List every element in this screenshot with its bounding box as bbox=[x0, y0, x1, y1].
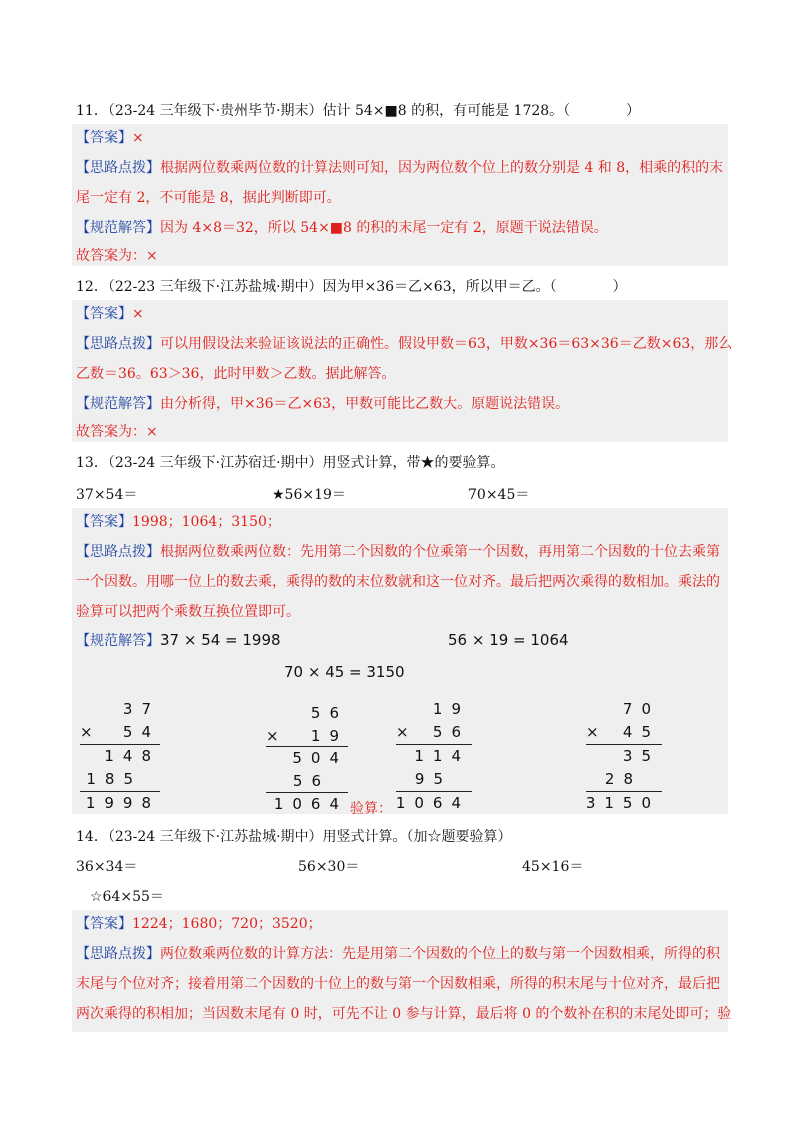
partial-product-1: 114 bbox=[414, 747, 470, 765]
hint-line-11 bbox=[76, 158, 723, 178]
equation-2: 56 × 19 = 1064 bbox=[448, 631, 569, 649]
hint-text: 可以用假设法来验证该说法的正确性。假设甲数＝63，甲数×36＝63×36＝乙数×63，那么 bbox=[160, 336, 733, 352]
partial-product-2: 185 bbox=[86, 770, 142, 788]
calc-rule bbox=[396, 744, 472, 745]
final-answer-12: 故答案为：× bbox=[76, 424, 158, 440]
final-answer-11: 故答案为：× bbox=[76, 248, 158, 264]
check-label: 验算： bbox=[350, 801, 392, 817]
solution-text: 因为 4×8＝32，所以 54×■8 的积的末尾一定有 2，原题干说法错误。 bbox=[160, 220, 608, 236]
product: 3150 bbox=[585, 794, 660, 812]
hint-line-12 bbox=[76, 334, 732, 354]
partial-product-1: 504 bbox=[292, 749, 348, 767]
calc-rule bbox=[396, 791, 472, 792]
calc-rule bbox=[266, 746, 348, 747]
answer-tag: 【答案】 bbox=[76, 514, 132, 530]
partial-product-2: 95 bbox=[414, 770, 452, 788]
solution-tag: 【规范解答】 bbox=[76, 396, 160, 412]
calc-rule bbox=[80, 744, 160, 745]
answer-tag: 【答案】 bbox=[76, 130, 132, 146]
hint-text: 乙数＝36。63＞36，此时甲数＞乙数。据此解答。 bbox=[76, 366, 396, 382]
solution-text: 由分析得，甲×36＝乙×63，甲数可能比乙数大。原题说法错误。 bbox=[160, 396, 570, 412]
solution-line-13 bbox=[76, 630, 281, 651]
answer-tag: 【答案】 bbox=[76, 916, 132, 932]
hint-text: 验算可以把两个乘数互换位置即可。 bbox=[76, 604, 300, 620]
multiply-sign: × bbox=[586, 723, 608, 741]
problem-2: 56×30＝ bbox=[298, 859, 360, 875]
answer-value: × bbox=[132, 306, 144, 322]
problem-1: 36×34＝ bbox=[76, 859, 138, 875]
product: 1064 bbox=[395, 794, 470, 812]
hint-tag: 【思路点拨】 bbox=[76, 336, 160, 352]
question-14: 14．（23-24 三年级下·江苏盐城·期中）用竖式计算。（加☆题要验算） bbox=[76, 829, 512, 845]
answer-line-13 bbox=[76, 512, 281, 532]
equation-3: 70 × 45 = 3150 bbox=[284, 663, 405, 681]
problem-4: ☆64×55＝ bbox=[90, 889, 164, 905]
hint-text: 尾一定有 2，不可能是 8，据此判断即可。 bbox=[76, 190, 341, 206]
hint-text: 末尾与个位对齐；接着用第二个因数的十位上的数与第一个因数相乘，所得的积末尾与十位对齐，最后把 bbox=[76, 976, 720, 992]
answer-value: 1998；1064；3150； bbox=[132, 514, 281, 530]
calc-top: 70 bbox=[622, 700, 660, 718]
solution-line-12 bbox=[76, 394, 569, 414]
hint-line-14 bbox=[76, 944, 720, 964]
calc-rule bbox=[586, 791, 662, 792]
multiply-sign: × bbox=[396, 723, 418, 741]
answer-tag: 【答案】 bbox=[76, 306, 132, 322]
calc-bottom: 54 bbox=[122, 723, 160, 741]
product: 1064 bbox=[273, 795, 348, 813]
answer-value: 1224；1680；720；3520； bbox=[132, 916, 322, 932]
question-12: 12．（22-23 三年级下·江苏盐城·期中）因为甲×36＝乙×63，所以甲＝乙。（ ） bbox=[76, 279, 627, 295]
multiply-sign: × bbox=[266, 727, 288, 745]
calc-rule bbox=[586, 744, 662, 745]
partial-product-1: 35 bbox=[622, 747, 660, 765]
hint-tag: 【思路点拨】 bbox=[76, 544, 160, 560]
hint-text: 根据两位数乘两位数：先用第二个因数的个位乘第一个因数，再用第二个因数的十位去乘第 bbox=[160, 544, 720, 560]
problem-2: ★56×19＝ bbox=[272, 487, 346, 503]
problem-1: 37×54＝ bbox=[76, 487, 138, 503]
multiply-sign: × bbox=[80, 723, 102, 741]
hint-text: 根据两位数乘两位数的计算法则可知，因为两位数个位上的数分别是 4 和 8，相乘的积的末 bbox=[160, 160, 724, 176]
answer-line-11 bbox=[76, 128, 144, 148]
calc-top: 56 bbox=[310, 704, 348, 722]
hint-tag: 【思路点拨】 bbox=[76, 160, 160, 176]
partial-product-2: 56 bbox=[292, 772, 330, 790]
hint-text: 一个因数。用哪一位上的数去乘，乘得的数的末位数就和这一位对齐。最后把两次乘得的数相加。乘法的 bbox=[76, 574, 720, 590]
hint-line-13 bbox=[76, 542, 720, 562]
calc-bottom: 45 bbox=[622, 723, 660, 741]
hint-text: 两位数乘两位数的计算方法：先是用第二个因数的个位上的数与第一个因数相乘，所得的积 bbox=[160, 946, 720, 962]
answer-line-14 bbox=[76, 914, 322, 934]
calc-rule bbox=[80, 791, 160, 792]
partial-product-2: 28 bbox=[604, 770, 642, 788]
product: 1998 bbox=[85, 794, 160, 812]
calc-top: 37 bbox=[122, 700, 160, 718]
answer-line-12 bbox=[76, 304, 144, 324]
question-11: 11．（23-24 三年级下·贵州毕节·期末）估计 54×■8 的积，有可能是 1728。（ ） bbox=[76, 103, 641, 119]
solution-tag: 【规范解答】 bbox=[76, 220, 160, 236]
equation-1: 37 × 54 = 1998 bbox=[160, 631, 281, 649]
calc-rule bbox=[266, 792, 348, 793]
answer-value: × bbox=[132, 130, 144, 146]
solution-line-11 bbox=[76, 218, 608, 238]
hint-tag: 【思路点拨】 bbox=[76, 946, 160, 962]
hint-text: 两次乘得的积相加；当因数末尾有 0 时，可先不让 0 参与计算，最后将 0 的个数补在积的末尾处即可；验 bbox=[76, 1006, 732, 1022]
question-13: 13．（23-24 三年级下·江苏宿迁·期中）用竖式计算，带★的要验算。 bbox=[76, 455, 505, 471]
solution-tag: 【规范解答】 bbox=[76, 633, 160, 649]
problem-3: 70×45＝ bbox=[468, 487, 530, 503]
problem-3: 45×16＝ bbox=[522, 859, 584, 875]
calc-bottom: 19 bbox=[310, 727, 348, 745]
calc-bottom: 56 bbox=[432, 723, 470, 741]
calc-top: 19 bbox=[432, 700, 470, 718]
partial-product-1: 148 bbox=[104, 747, 160, 765]
